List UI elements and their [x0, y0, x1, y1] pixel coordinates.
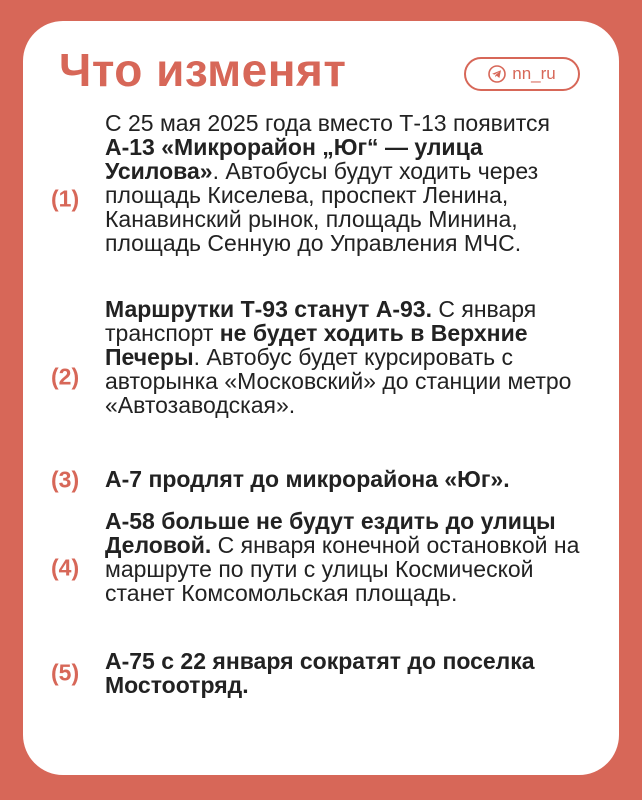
- item-text-part: С 25 мая 2025 года вместо Т-13 появится: [105, 110, 550, 136]
- item-text-bold: А-7 продлят до микрорайона «Юг».: [105, 466, 510, 492]
- item-text: [105, 649, 591, 697]
- item-number: (3): [51, 466, 80, 493]
- list-item: [51, 467, 591, 497]
- card: [23, 21, 619, 775]
- item-text-bold: не будет ходить в Верхние Печеры: [105, 320, 528, 370]
- item-text-part: . Автобус будет курсировать с авторынка «Московский» до станции метро «Автозаводская».: [105, 344, 572, 418]
- item-text-bold: А-58 больше не будут ездить до улицы Деловой.: [105, 508, 556, 558]
- item-number: (2): [51, 363, 80, 390]
- channel-badge[interactable]: [464, 57, 580, 91]
- item-number: (1): [51, 185, 80, 212]
- item-text: [105, 509, 591, 605]
- item-number: (4): [51, 554, 80, 581]
- item-text: [105, 111, 591, 255]
- item-text-part: . Автобусы будут ходить через площадь Киселева, проспект Ленина, Канавинский рынок, площадь Минина, площадь Сенную до Управления МЧС.: [105, 158, 539, 256]
- list-item: [51, 111, 591, 281]
- telegram-icon: [488, 65, 506, 83]
- item-text-bold: А-75 с 22 января сократят до поселка Мостоотряд.: [105, 648, 535, 698]
- item-text: [105, 467, 591, 491]
- item-number: (5): [51, 659, 80, 686]
- list-item: [51, 649, 591, 703]
- item-text-part: С января конечной остановкой на маршруте по пути с улицы Космической станет Комсомольская площадь.: [105, 532, 580, 606]
- item-text: [105, 297, 591, 417]
- list-item: [51, 297, 591, 447]
- channel-name: nn_ru: [512, 64, 556, 83]
- page-title: Что изменят: [59, 44, 347, 96]
- item-text-bold: А-13 «Микрорайон „Юг“ — улица Усилова»: [105, 134, 483, 184]
- item-text-part: С января транспорт: [105, 296, 537, 346]
- item-text-bold: Маршрутки Т-93 станут А-93.: [105, 296, 432, 322]
- list-item: [51, 509, 591, 634]
